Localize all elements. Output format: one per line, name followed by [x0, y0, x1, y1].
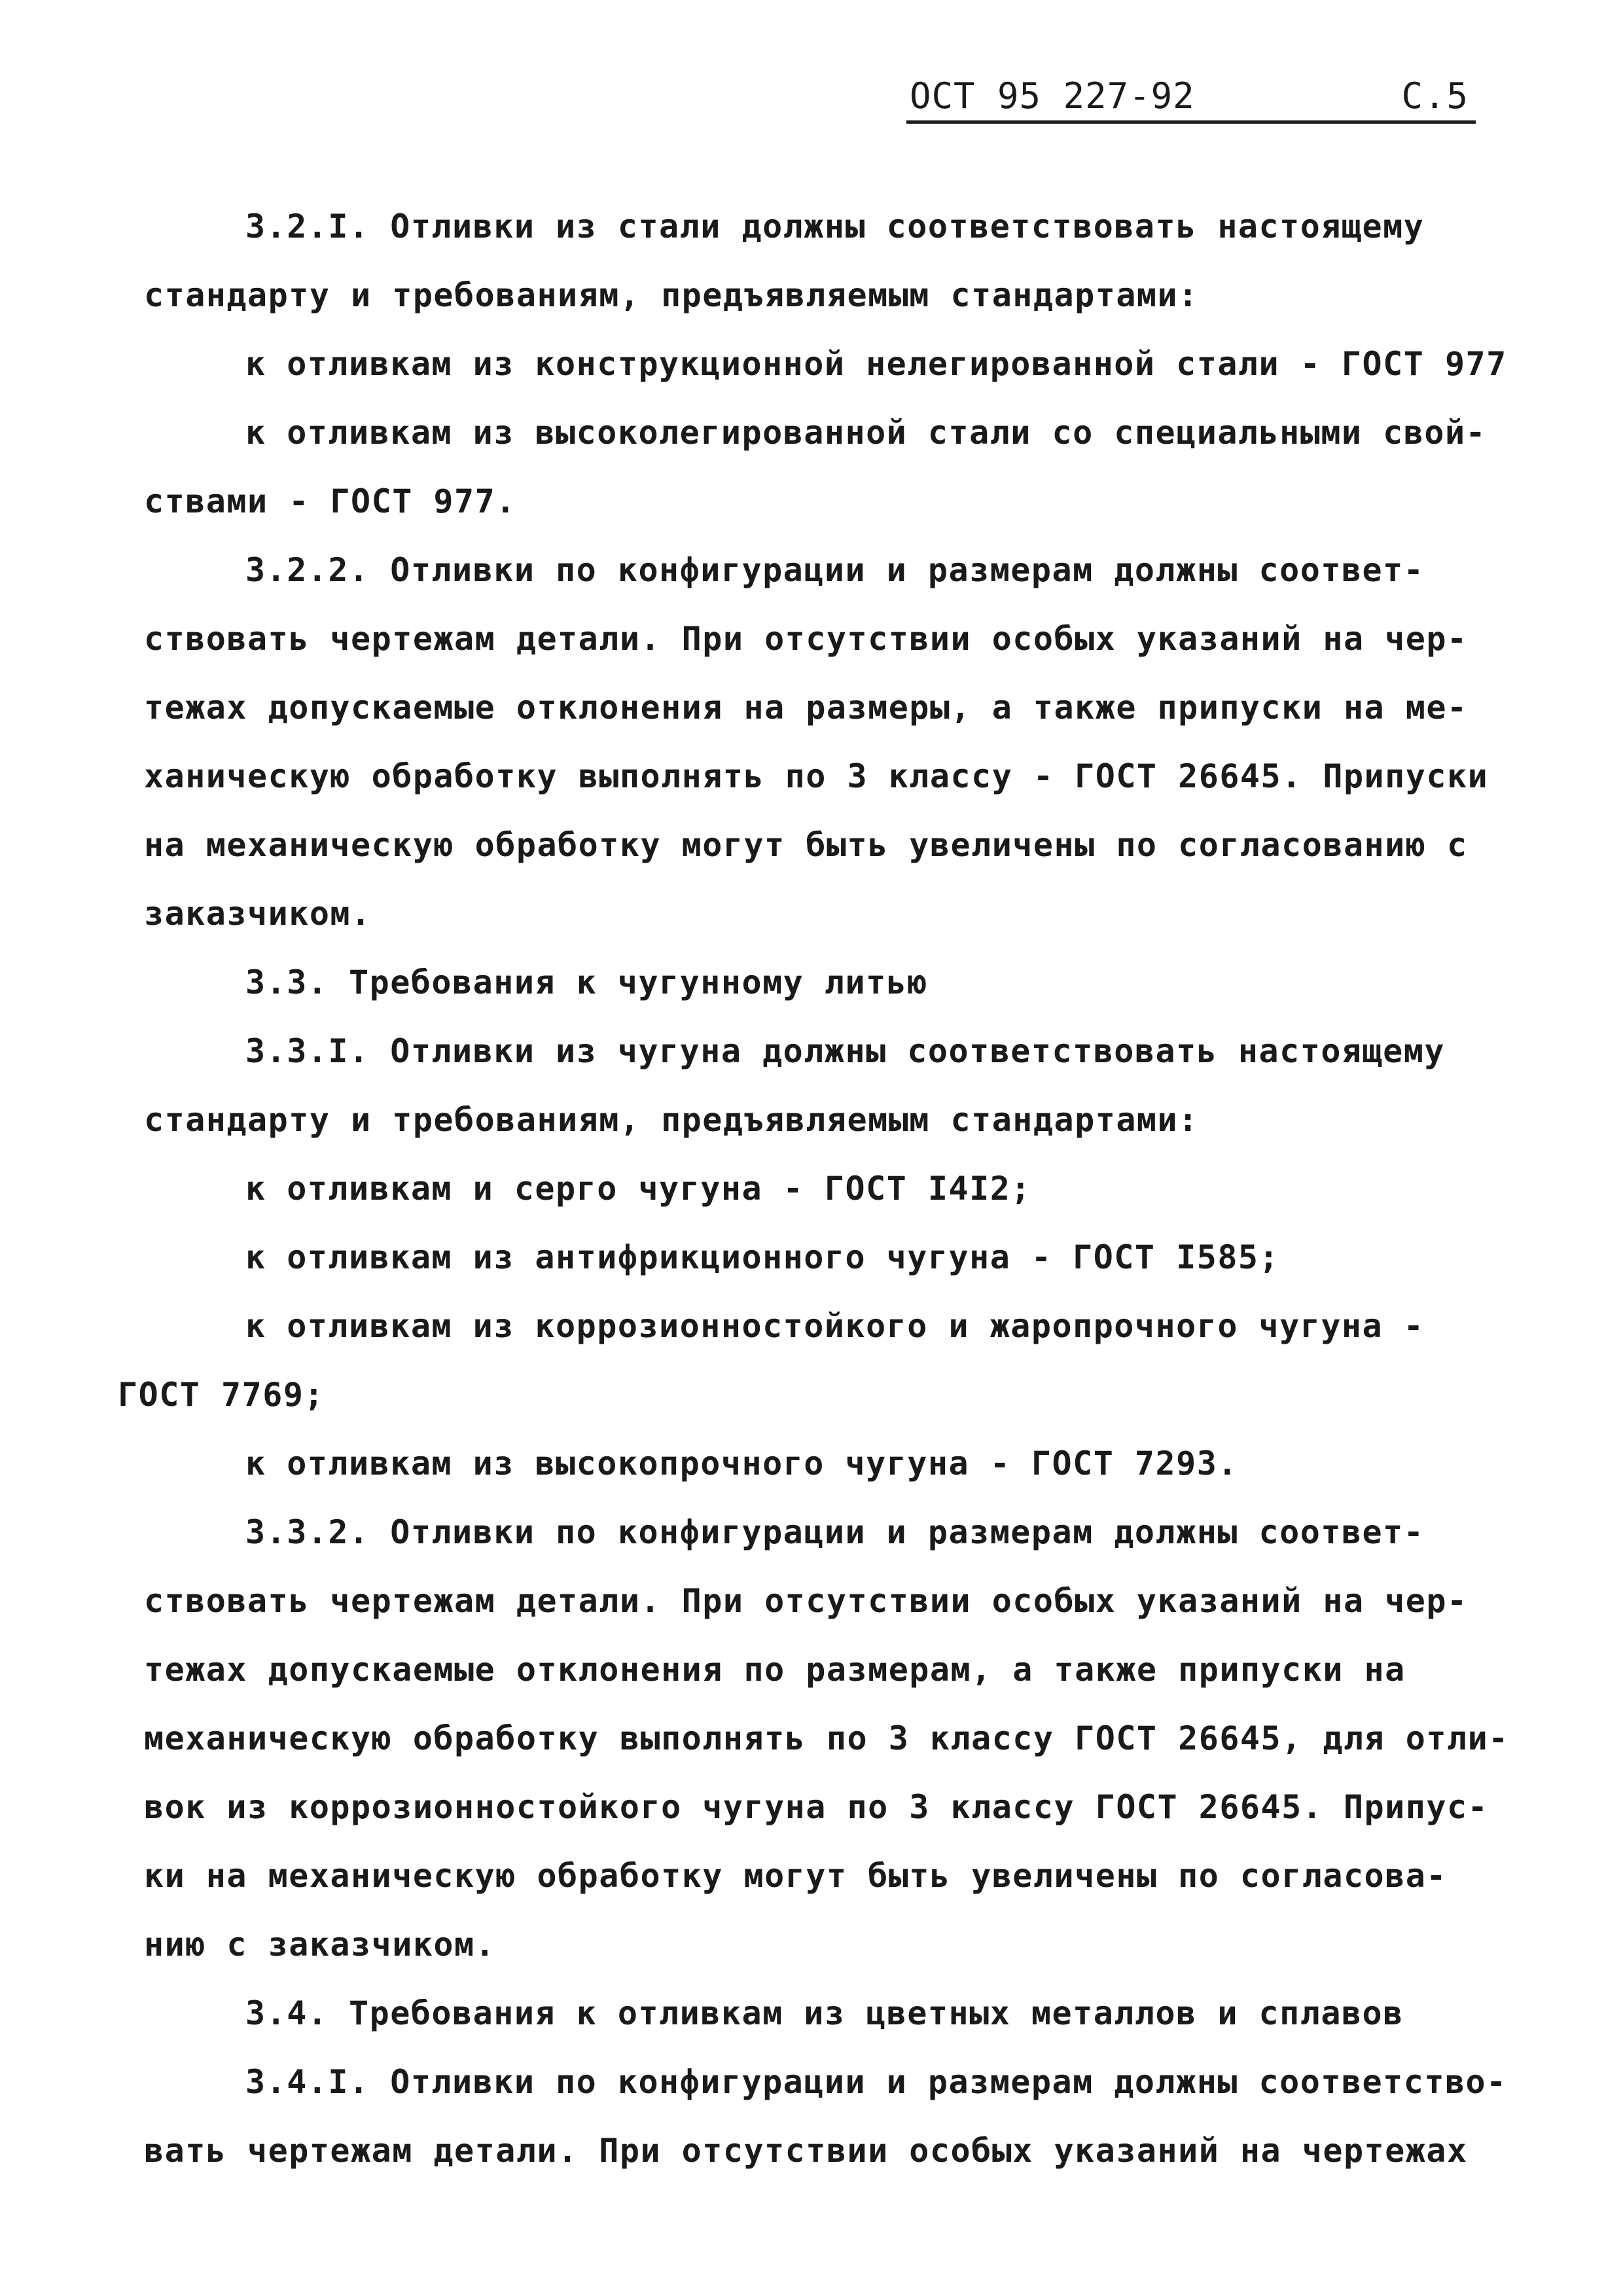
- text-line: тежах допускаемые отклонения по размерам, а также припуски на: [144, 1651, 1406, 1689]
- text-line: к отливкам из антифрикционного чугуна - ГОСТ I585;: [245, 1238, 1280, 1276]
- text-line: 3.2.2. Отливки по конфигурации и размерам должны соответ-: [245, 551, 1425, 589]
- text-line: ки на механическую обработку могут быть увеличены по согласова-: [144, 1857, 1447, 1895]
- text-line: 3.4.I. Отливки по конфигурации и размерам должны соответство-: [245, 2063, 1507, 2101]
- text-line: ханическую обработку выполнять по 3 классу - ГОСТ 26645. Припуски: [144, 757, 1489, 795]
- section-heading: 3.3. Требования к чугунному литью: [245, 963, 928, 1001]
- text-line: механическую обработку выполнять по 3 классу ГОСТ 26645, для отли-: [144, 1719, 1509, 1757]
- page-number: С.5: [1401, 75, 1469, 117]
- text-line: ствами - ГОСТ 977.: [144, 482, 516, 520]
- text-line: вать чертежам детали. При отсутствии особых указаний на чертежах: [144, 2132, 1468, 2170]
- text-line: вок из коррозионностойкого чугуна по 3 классу ГОСТ 26645. Припус-: [144, 1788, 1489, 1826]
- text-line: 3.3.2. Отливки по конфигурации и размерам должны соответ-: [245, 1513, 1425, 1551]
- text-line: нию с заказчиком.: [144, 1926, 496, 1964]
- text-line: к отливкам из конструкционной нелегированной стали - ГОСТ 977: [245, 345, 1507, 383]
- text-line: ствовать чертежам детали. При отсутствии особых указаний на чер-: [144, 620, 1468, 658]
- text-line: тежах допускаемые отклонения на размеры, а также припуски на ме-: [144, 689, 1468, 726]
- text-line: 3.2.I. Отливки из стали должны соответствовать настоящему: [245, 207, 1425, 245]
- text-line: на механическую обработку могут быть увеличены по согласованию с: [144, 826, 1468, 864]
- text-line: заказчиком.: [144, 895, 372, 933]
- document-code: ОСТ 95 227-92: [910, 75, 1195, 117]
- text-line: к отливкам из высокопрочного чугуна - ГОСТ 7293.: [245, 1444, 1238, 1482]
- text-line: ГОСТ 7769;: [118, 1376, 325, 1414]
- text-line: 3.3.I. Отливки из чугуна должны соответствовать настоящему: [245, 1032, 1445, 1070]
- text-line: к отливкам из высоколегированной стали со специальными свой-: [245, 414, 1487, 452]
- page-header: [906, 72, 1476, 124]
- section-heading: 3.4. Требования к отливкам из цветных металлов и сплавов: [245, 1994, 1404, 2032]
- text-line: стандарту и требованиям, предъявляемым стандартами:: [144, 276, 1199, 314]
- text-line: к отливкам из коррозионностойкого и жаропрочного чугуна -: [245, 1307, 1425, 1345]
- text-line: к отливкам и серго чугуна - ГОСТ I4I2;: [245, 1170, 1031, 1208]
- text-line: ствовать чертежам детали. При отсутствии особых указаний на чер-: [144, 1582, 1468, 1620]
- text-line: стандарту и требованиям, предъявляемым стандартами:: [144, 1101, 1199, 1139]
